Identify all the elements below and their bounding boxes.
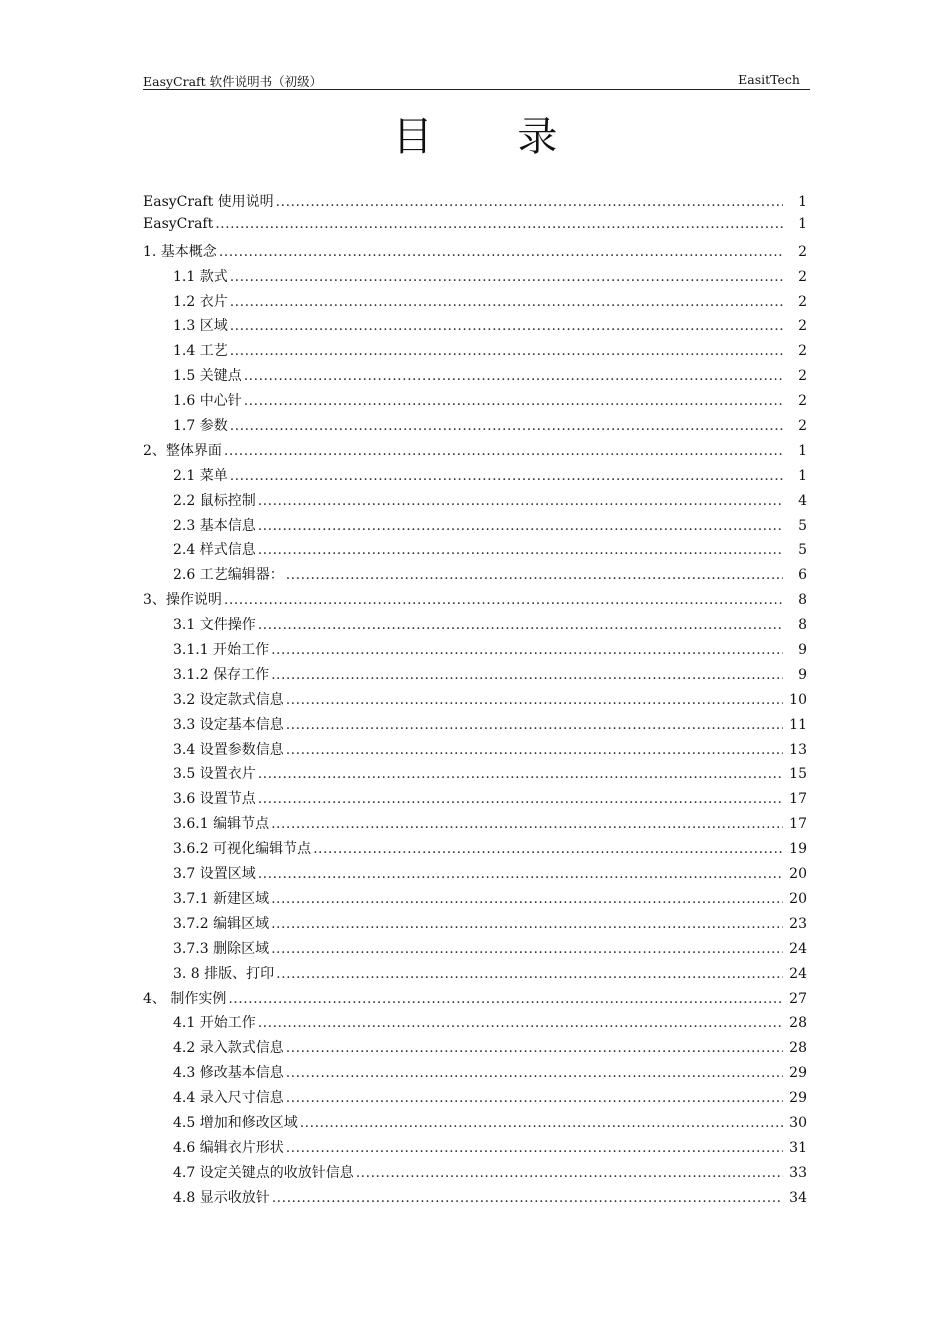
toc-entry[interactable] xyxy=(143,515,807,540)
toc-leader-dots xyxy=(271,891,783,907)
toc-leader-dots xyxy=(271,941,783,957)
toc-entry[interactable] xyxy=(143,1162,807,1187)
page-header xyxy=(143,72,810,90)
toc-entry[interactable] xyxy=(143,365,807,390)
toc-entry-label: 4.3 修改基本信息 xyxy=(173,1065,284,1082)
toc-leader-dots xyxy=(230,294,783,310)
toc-leader-dots xyxy=(286,1140,783,1156)
toc-entry-label: EasyCraft xyxy=(143,215,214,232)
toc-entry-label: EasyCraft 使用说明 xyxy=(143,194,274,210)
toc-entry[interactable] xyxy=(143,913,807,938)
toc-leader-dots xyxy=(286,692,783,708)
toc-entry[interactable] xyxy=(143,1012,807,1037)
toc-entry[interactable] xyxy=(143,539,807,564)
toc-entry[interactable] xyxy=(143,614,807,639)
toc-entry-page: 19 xyxy=(789,841,807,858)
toc-entry-page: 28 xyxy=(789,1040,807,1057)
toc-entry-page: 1 xyxy=(798,215,807,232)
toc-leader-dots xyxy=(356,1165,783,1181)
toc-entry-page: 27 xyxy=(789,990,807,1007)
toc-leader-dots xyxy=(219,244,783,260)
toc-entry-label: 3.7.3 删除区域 xyxy=(173,940,270,957)
toc-entry-label: 3.5 设置衣片 xyxy=(173,766,256,783)
toc-entry-label: 1.1 款式 xyxy=(173,268,228,285)
toc-entry[interactable] xyxy=(143,465,807,490)
toc-leader-dots xyxy=(215,216,783,232)
toc-leader-dots xyxy=(286,567,783,583)
toc-entry-label: 3.7 设置区域 xyxy=(173,866,256,883)
toc-entry[interactable] xyxy=(143,490,807,515)
toc-entry[interactable] xyxy=(143,988,807,1013)
toc-entry-page: 2 xyxy=(798,293,807,310)
toc-entry[interactable] xyxy=(143,1112,807,1137)
toc-entry-label: 4.6 编辑衣片形状 xyxy=(173,1139,284,1156)
toc-entry-page: 31 xyxy=(789,1139,807,1156)
toc-entry[interactable] xyxy=(143,1187,807,1212)
toc-entry-page: 9 xyxy=(798,642,807,659)
toc-entry-label: 1.4 工艺 xyxy=(173,343,228,360)
toc-leader-dots xyxy=(272,1190,783,1206)
toc-entry-label: 3.4 设置参数信息 xyxy=(173,741,284,758)
toc-leader-dots xyxy=(300,1115,783,1131)
toc-entry[interactable] xyxy=(143,739,807,764)
toc-leader-dots xyxy=(244,393,783,409)
toc-entry-page: 8 xyxy=(798,592,807,609)
toc-entry[interactable] xyxy=(143,1037,807,1062)
toc-entry-page: 29 xyxy=(789,1090,807,1107)
toc-leader-dots xyxy=(286,717,783,733)
toc-leader-dots xyxy=(230,343,783,359)
toc-entry-label: 3.2 设定款式信息 xyxy=(173,691,284,708)
toc-entry[interactable] xyxy=(143,266,807,291)
toc-entry[interactable] xyxy=(143,589,807,614)
toc-entry-page: 15 xyxy=(789,766,807,783)
toc-entry-label: 2.3 基本信息 xyxy=(173,517,256,534)
toc-entry[interactable] xyxy=(143,216,807,241)
toc-leader-dots xyxy=(258,518,783,534)
toc-entry-page: 2 xyxy=(798,268,807,285)
toc-leader-dots xyxy=(258,866,783,882)
toc-leader-dots xyxy=(224,592,783,608)
toc-entry-page: 5 xyxy=(798,542,807,559)
toc-entry-label: 4.5 增加和修改区域 xyxy=(173,1114,298,1131)
toc-entry[interactable] xyxy=(143,838,807,863)
toc-entry-page: 2 xyxy=(798,368,807,385)
toc-entry-page: 2 xyxy=(798,418,807,435)
toc-leader-dots xyxy=(276,966,783,982)
toc-leader-dots xyxy=(258,493,783,509)
toc-entry[interactable] xyxy=(143,863,807,888)
toc-entry[interactable] xyxy=(143,888,807,913)
toc-entry[interactable] xyxy=(143,440,807,465)
toc-entry[interactable] xyxy=(143,813,807,838)
toc-entry-label: 3.7.1 新建区域 xyxy=(173,890,270,907)
toc-entry-label: 3.1 文件操作 xyxy=(173,617,256,634)
toc-entry[interactable] xyxy=(143,241,807,266)
toc-entry-label: 3.1.2 保存工作 xyxy=(173,666,270,683)
toc-leader-dots xyxy=(258,617,783,633)
toc-entry-label: 3.6.1 编辑节点 xyxy=(173,816,270,833)
toc-entry[interactable] xyxy=(143,390,807,415)
toc-entry[interactable] xyxy=(143,763,807,788)
toc-entry[interactable] xyxy=(143,689,807,714)
toc-leader-dots xyxy=(286,742,783,758)
toc-entry-page: 29 xyxy=(789,1065,807,1082)
toc-entry-page: 28 xyxy=(789,1015,807,1032)
toc-entry-label: 1.7 参数 xyxy=(173,418,228,435)
toc-entry-label: 4.2 录入款式信息 xyxy=(173,1040,284,1057)
toc-entry[interactable] xyxy=(143,415,807,440)
toc-entry[interactable] xyxy=(143,1087,807,1112)
toc-leader-dots xyxy=(286,1090,783,1106)
toc-leader-dots xyxy=(228,991,783,1007)
toc-entry[interactable] xyxy=(143,963,807,988)
toc-entry-page: 17 xyxy=(789,791,807,808)
toc-entry-page: 4 xyxy=(798,492,807,509)
toc-leader-dots xyxy=(258,542,783,558)
toc-entry-label: 1.6 中心针 xyxy=(173,393,242,410)
header-doc-title: EasyCraft 软件说明书（初级） xyxy=(143,74,323,89)
toc-entry-label: 4.8 显示收放针 xyxy=(173,1189,270,1206)
toc-entry-page: 2 xyxy=(798,243,807,260)
toc-leader-dots xyxy=(286,1065,783,1081)
toc-entry-label: 2、整体界面 xyxy=(143,442,222,459)
toc-entry-label: 4.7 设定关键点的收放针信息 xyxy=(173,1164,354,1181)
table-of-contents xyxy=(143,191,807,1212)
toc-entry-label: 2.2 鼠标控制 xyxy=(173,492,256,509)
toc-entry-label: 1.3 区域 xyxy=(173,318,228,335)
toc-leader-dots xyxy=(313,841,783,857)
toc-entry-page: 17 xyxy=(789,816,807,833)
toc-entry-label: 3、操作说明 xyxy=(143,592,222,609)
toc-entry-page: 8 xyxy=(798,617,807,634)
toc-entry-label: 3. 8 排版、打印 xyxy=(173,965,275,982)
toc-entry-page: 9 xyxy=(798,666,807,683)
toc-leader-dots xyxy=(230,468,783,484)
toc-entry[interactable] xyxy=(143,340,807,365)
header-company: EasitTech xyxy=(738,72,800,87)
toc-entry-label: 3.6.2 可视化编辑节点 xyxy=(173,841,312,858)
toc-entry-label: 4、 制作实例 xyxy=(143,990,227,1007)
toc-entry-page: 23 xyxy=(789,915,807,932)
toc-entry-label: 4.1 开始工作 xyxy=(173,1015,256,1032)
toc-entry-label: 3.7.2 编辑区域 xyxy=(173,915,270,932)
toc-entry-label: 1. 基本概念 xyxy=(143,243,217,260)
toc-entry-page: 33 xyxy=(789,1164,807,1181)
toc-leader-dots xyxy=(230,269,783,285)
toc-entry-label: 3.1.1 开始工作 xyxy=(173,642,270,659)
toc-leader-dots xyxy=(258,1015,783,1031)
toc-entry[interactable] xyxy=(143,291,807,316)
toc-entry-label: 3.3 设定基本信息 xyxy=(173,716,284,733)
toc-title: 目 录 xyxy=(392,114,594,160)
toc-leader-dots xyxy=(244,368,783,384)
toc-entry-page: 20 xyxy=(789,866,807,883)
toc-entry-page: 6 xyxy=(798,567,807,584)
toc-entry-page: 13 xyxy=(789,741,807,758)
toc-entry-label: 2.1 菜单 xyxy=(173,467,228,484)
toc-entry-page: 10 xyxy=(789,691,807,708)
toc-entry[interactable] xyxy=(143,1137,807,1162)
toc-entry-page: 2 xyxy=(798,393,807,410)
toc-leader-dots xyxy=(271,916,783,932)
toc-entry-label: 2.4 样式信息 xyxy=(173,542,256,559)
toc-leader-dots xyxy=(271,667,783,683)
toc-entry[interactable] xyxy=(143,664,807,689)
toc-entry-page: 20 xyxy=(789,890,807,907)
toc-entry-page: 30 xyxy=(789,1114,807,1131)
toc-leader-dots xyxy=(258,791,783,807)
toc-entry-page: 24 xyxy=(789,965,807,982)
toc-entry-page: 2 xyxy=(798,343,807,360)
toc-entry-label: 4.4 录入尺寸信息 xyxy=(173,1090,284,1107)
toc-entry-page: 11 xyxy=(789,716,807,733)
toc-entry-label: 1.5 关键点 xyxy=(173,368,242,385)
toc-leader-dots xyxy=(271,816,783,832)
toc-entry[interactable] xyxy=(143,788,807,813)
toc-entry[interactable] xyxy=(143,191,807,216)
toc-leader-dots xyxy=(271,642,783,658)
toc-leader-dots xyxy=(258,766,783,782)
toc-leader-dots xyxy=(230,318,783,334)
toc-entry-label: 2.6 工艺编辑器： xyxy=(173,567,284,584)
toc-leader-dots xyxy=(224,443,783,459)
toc-entry[interactable] xyxy=(143,1062,807,1087)
toc-leader-dots xyxy=(276,194,783,210)
toc-entry-page: 5 xyxy=(798,517,807,534)
toc-entry[interactable] xyxy=(143,564,807,589)
toc-entry-page: 1 xyxy=(798,194,807,210)
toc-entry-page: 24 xyxy=(789,940,807,957)
toc-leader-dots xyxy=(286,1040,783,1056)
toc-leader-dots xyxy=(230,418,783,434)
toc-entry-label: 1.2 衣片 xyxy=(173,293,228,310)
toc-entry-label: 3.6 设置节点 xyxy=(173,791,256,808)
toc-entry[interactable] xyxy=(143,938,807,963)
toc-entry-page: 1 xyxy=(798,442,807,459)
toc-entry-page: 34 xyxy=(789,1189,807,1206)
toc-entry[interactable] xyxy=(143,714,807,739)
toc-entry-page: 2 xyxy=(798,318,807,335)
toc-entry[interactable] xyxy=(143,639,807,664)
toc-entry[interactable] xyxy=(143,315,807,340)
toc-entry-page: 1 xyxy=(798,467,807,484)
